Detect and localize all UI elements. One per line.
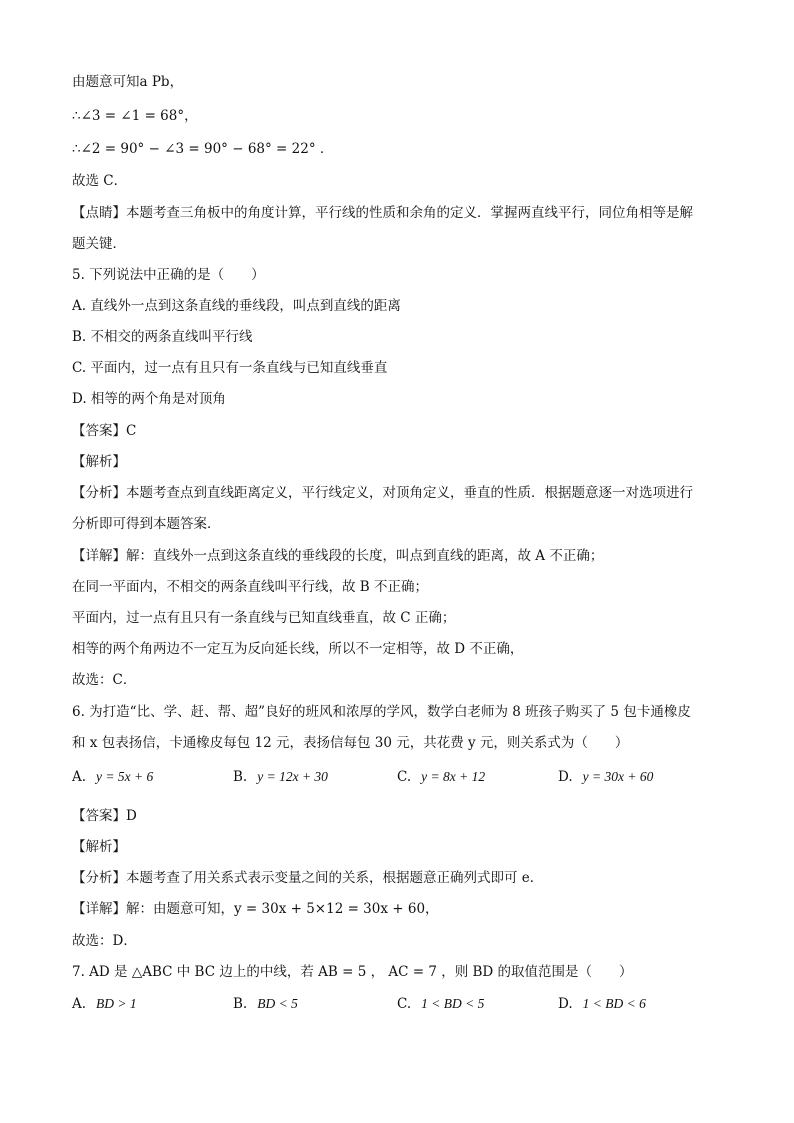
option-expression: BD > 1 [96,996,137,1011]
question-5-stem: 5. 下列说法中正确的是（ ） [72,267,265,283]
question-6-stem: 6. 为打造“比、学、赶、帮、超”良好的班风和浓厚的学风，数学白老师为 8 班孩子购买了 5 包卡通橡皮 [72,704,691,720]
option-label: C. [397,996,412,1012]
text-line: 分析即可得到本题答案． [72,516,221,532]
question-7-option-d [558,994,646,1014]
text-line: 【详解】解：由题意可知，y = 30x + 5×12 = 30x + 60， [72,901,439,917]
text-line: ∴∠2 = 90° − ∠3 = 90° − 68° = 22° ． [72,141,334,157]
text-line: 故选：D． [72,933,137,949]
question-5-option-b: B. 不相交的两条直线叫平行线 [72,329,253,345]
analysis-label: 【解析】 [72,839,126,855]
question-5-option-a: A. 直线外一点到这条直线的垂线段，叫点到直线的距离 [72,298,401,314]
question-7-option-c [397,994,484,1014]
question-7-option-a [72,994,137,1014]
text-line: 故选：C． [72,672,137,688]
option-label: C. [397,769,412,785]
text-line: 【点睛】本题考查三角板中的角度计算，平行线的性质和余角的定义．掌握两直线平行，同位角相等是解 [72,205,693,221]
question-6-stem-cont: 和 x 包表扬信，卡通橡皮每包 12 元，表扬信每包 30 元，共花费 y 元，则关系式为（ ） [72,735,629,751]
text-line: 在同一平面内，不相交的两条直线叫平行线，故 B 不正确； [72,579,429,595]
question-6-option-a [72,767,153,787]
answer-label: 【答案】D [72,808,137,824]
option-expression: y = 8x + 12 [421,769,486,784]
option-expression: BD < 5 [257,996,298,1011]
option-label: B. [233,996,248,1012]
option-expression: y = 12x + 30 [257,769,328,784]
option-expression: 1 < BD < 6 [582,996,646,1011]
option-expression: y = 5x + 6 [96,769,154,784]
question-7-option-b [233,994,298,1014]
text-line: 【分析】本题考查点到直线距离定义，平行线定义，对顶角定义，垂直的性质．根据题意逐一对选项进行 [72,485,693,501]
text-line: 平面内，过一点有且只有一条直线与已知直线垂直，故 C 正确； [72,610,456,626]
option-label: D. [558,996,573,1012]
question-7-stem: 7. AD 是 △ABC 中 BC 边上的中线，若 AB = 5 ， AC = 7 ，则 BD 的取值范围是（ ） [72,964,633,980]
question-5-option-d: D. 相等的两个角是对顶角 [72,391,226,407]
question-5-option-c: C. 平面内，过一点有且只有一条直线与已知直线垂直 [72,360,388,376]
answer-label: 【答案】C [72,423,137,439]
option-expression: y = 30x + 60 [582,769,654,784]
option-label: B. [233,769,248,785]
question-6-option-b [233,767,328,787]
text-line: 【详解】解：直线外一点到这条直线的垂线段的长度，叫点到直线的距离，故 A 不正确； [72,548,604,564]
analysis-label: 【解析】 [72,454,126,470]
option-label: D. [558,769,573,785]
option-label: A. [72,769,87,785]
text-line: 由题意可知a Pb， [72,74,184,90]
text-line: 相等的两个角两边不一定互为反向延长线，所以不一定相等，故 D 不正确， [72,641,524,657]
question-6-option-c [397,767,485,787]
option-label: A. [72,996,87,1012]
text-line: ∴∠3 = ∠1 = 68°， [72,108,198,124]
question-6-option-d [558,767,653,787]
text-line: 故选 C． [72,173,128,189]
text-line: 题关键． [72,236,126,252]
option-expression: 1 < BD < 5 [421,996,485,1011]
text-line: 【分析】本题考查了用关系式表示变量之间的关系，根据题意正确列式即可 e． [72,870,544,886]
